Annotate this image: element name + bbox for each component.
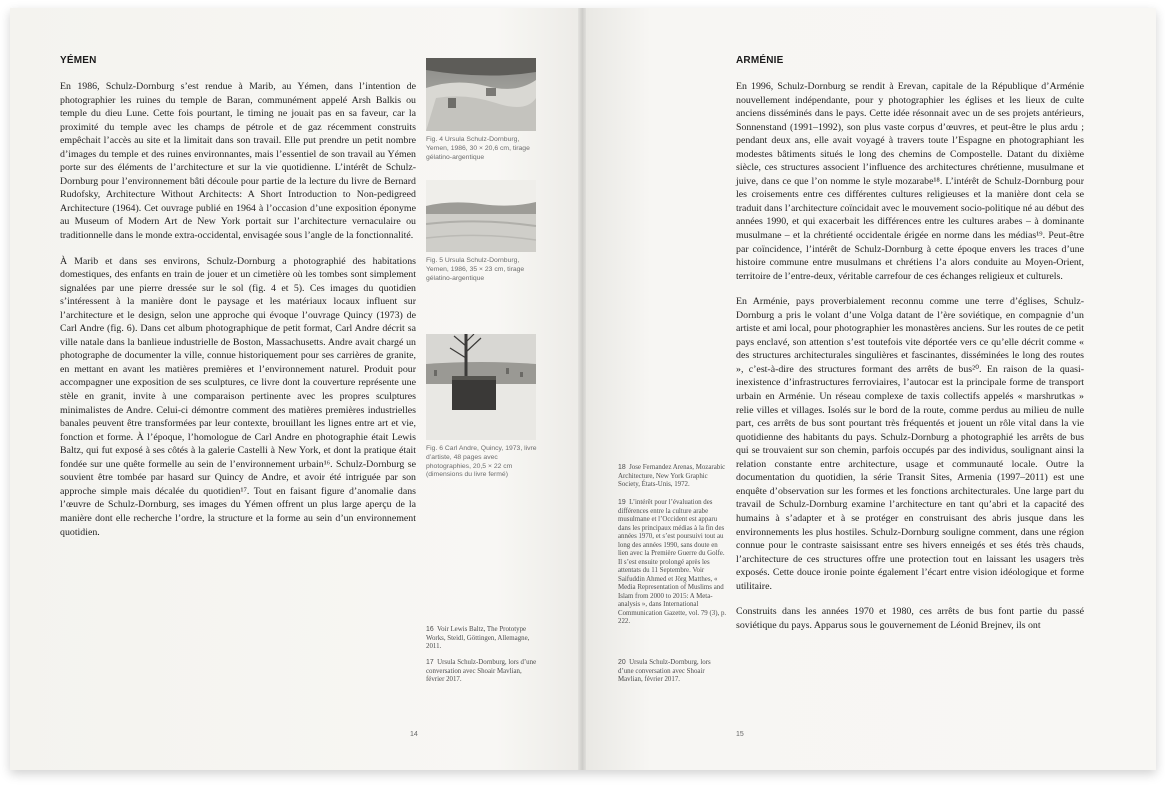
footnote-number: 17 [426,659,434,666]
section-title-yemen: YÉMEN [60,55,97,66]
footnote-number: 16 [426,626,434,633]
figure-6-photo [426,334,536,440]
book-gutter [578,8,586,770]
footnote-17 [426,659,538,685]
right-page [582,8,1156,770]
figure-4-photo [426,58,536,131]
paragraph: À Marib et dans ses environs, Schulz-Dornburg a photographié des habitations domestiques, des enfants en train de jouer et un cimetière où les tombes sont simplement signalées par une pierre dressée sur le sol (fig. 4 et 5). Ces images du quotidien s’intéressent à la manière dont le paysage et les matériaux locaux influent sur l’architecture et le design, selon une approche qui évoque l’ouvrage Quincy (1973) de Carl Andre (fig. 6). Dans cet album photographique de petit format, Carl Andre décrit sa ville natale dans la banlieue industrielle de Boston, Massachusetts. Andre avait chargé un photographe de documenter la ville, connue historiquement pour ses carrières de granite, en mettant en avant les matières premières et l’environnement naturel. Produit pour accompagner une exposition de ses sculptures, ce livre dont la couverture représente une stèle en granit, invite à une comparaison pertinente avec les propres sculptures minimalistes de Andre. Celui-ci démontre comment des matières premières industrielles banales peuvent être transformées par leur contexte, brouillant les lignes entre art et vie, fonction et forme. À l’époque, l’homologue de Carl Andre en photographie était Lewis Baltz, qui fut exposé à ses côtés à la galerie Castelli à New York, et dont la pratique était fondée sur une quête formelle au sein de l’environnement urbain¹⁶. Schulz-Dornburg se souvient être tombée par hasard sur Quincy de Andre, et avoir été intriguée par son approche simple mais décalée du quotidien¹⁷. Tout en faisant figure d’anomalie dans l’œuvre de Schulz-Dornburg, ses images du Yémen offrent un plus large aperçu de la manière dont elle recherche l’ordre, la structure et la forme au sein d’un environnement quotidien. [60,255,416,538]
figure-5-caption: Fig. 5 Ursula Schulz-Dornburg, Yemen, 1986, 35 × 23 cm, tirage gélatino-argentique [426,257,525,282]
footnote-number: 20 [618,659,626,666]
footnote-20 [618,659,728,685]
footnote-18 [618,464,728,490]
paragraph: En 1986, Schulz-Dornburg s’est rendue à Marib, au Yémen, dans l’intention de photographier les ruines du temple de Baran, communément appelé Arsh Balkis ou temple du dieu Lune. Cette fois pourtant, le timing ne jouait pas en sa faveur, car la proximité du temple avec les champs de pétrole et de gaz récemment construits empêchait l’accès au site et la limitait dans son travail. Elle put prendre un petit nombre d’images du temple et des ruines environnantes, mais l’essentiel de son travail au Yémen porte sur des éléments de l’architecture et sur la vie quotidienne. L’intérêt de Schulz-Dornburg pour l’environnement bâti découle pour partie de la lecture du livre de Bernard Rudofsky, Architecture Without Architects: A Short Introduction to Non-pedigreed Architecture (1964). Cet ouvrage publié en 1964 à l’occasion d’une exposition éponyme au Museum of Modern Art de New York portait sur l’architecture vernaculaire ou traditionnelle dans le monde extra-occidental, envisagée sous l’angle de la fonctionnalité. [60,81,416,242]
page-number-left: 14 [410,731,418,738]
figure-5-photo [426,180,536,252]
footnote-text: L’intérêt pour l’évaluation des différences entre la culture arabe musulmane et l’Occident est apparu dans les principaux médias à la fin des années 1970, et s’est poursuivi tout au long des années 1990, sans doute en lien avec la Première Guerre du Golfe. Il s’est ensuite prolongé après les attentats du 11 Septembre. Voir Saifuddin Ahmed et Jörg Matthes, « Media Representation of Muslims and Islam from 2000 to 2015: A Meta-analysis », dans International Communication Gazette, vol. 79 (3), p. 222. [618,499,727,625]
paragraph: En Arménie, pays proverbialement reconnu comme une terre d’églises, Schulz-Dornburg a pris le volant d’une Volga datant de l’ère soviétique, en compagnie d’un artiste et ami local, pour photographier les monastères anciens. Sur les routes de ce petit pays enclavé, son attention s’est toutefois vite déportée vers ce qu’elle décrit comme « des structures architecturales singulières et fascinantes, disséminées le long des routes », c’est-à-dire des structures formant des arrêts de bus²⁰. En raison de la quasi-inexistence d’infrastructures ferroviaires, l’autocar est la principale forme de transport urbain en Arménie. Un réseau complexe de taxis collectifs appelés « marshrutkas » relie villes et villages. Isolés sur le bord de la route, comme perdus au milieu de nulle part, ces arrêts de bus sont pourtant très fréquentés et jouent un rôle vital dans la vie quotidienne des habitants du pays. Schulz-Dornburg a photographié les arrêts de bus qui se trouvaient sur son chemin, parfois occupés par des individus, soulignant ainsi la relation constante entre architecture, usage et communauté locale. Outre la documentation du quotidien, la série Transit Sites, Armenia (1997–2011) est une enquête d’observation sur les formes et les fonctions architecturales. Une large part du travail de Schulz-Dornburg examine l’architecture en tant qu’abri et la capacité des humains à s’adapter et à se protéger en construisant des abris jusque dans les environnements les plus hostiles. Schulz-Dornburg souligne comment, dans une région connue pour le contraste saisissant entre ses hivers enneigés et ses étés très chauds, l’architecture de ces structures offre une protection tout en laissant les usagers très exposés. Cette douce ironie pointe également l’écart entre vision idéologique et forme utilitaire. [736,296,1084,592]
footnote-text: Jose Fernandez Arenas, Mozarabic Architecture, New York Graphic Society, États-Unis, 1972. [618,464,726,488]
right-body-text [736,80,1084,644]
book-spread [10,8,1156,770]
figure-4-caption: Fig. 4 Ursula Schulz-Dornburg, Yemen, 1986, 30 × 20,6 cm, tirage gélatino-argentique [426,136,530,161]
footnote-number: 18 [618,464,626,471]
footnote-text: Voir Lewis Baltz, The Prototype Works, Steidl, Göttingen, Allemagne, 2011. [426,626,530,650]
footnote-text: Ursula Schulz-Dornburg, lors d’une conversation avec Shoair Mavlian, février 2017. [618,659,711,683]
page-number-right: 15 [736,731,744,738]
footnote-text: Ursula Schulz-Dornburg, lors d’une conversation avec Shoair Mavlian, février 2017. [426,659,537,683]
footnote-number: 19 [618,499,626,506]
paragraph: Construits dans les années 1970 et 1980, ces arrêts de bus font partie du passé soviétique du pays. Apparus sous le gouvernement de Léonid Brejnev, ils ont [736,606,1084,631]
footnote-19 [618,499,728,627]
paragraph: En 1996, Schulz-Dornburg se rendit à Erevan, capitale de la République d’Arménie nouvellement indépendante, pour y photographier les églises et les lieux de culte anciens disséminés dans le pays. Cette idée résonnait avec un de ses projets antérieurs, Sonnenstand (1991–1992), son plus vaste corpus d’œuvres, et peut-être le plus ardu ; pendant deux ans, elle avait voyagé à travers toute l’Espagne en photographiant les modestes bâtiments situés le long des chemins de Compostelle. Datant du dixième siècle, ces structures associent l’influence des architectures chrétienne, musulmane et juive, dans ce que l’on nomme le style mozarabe¹⁸. L’intérêt de Schulz-Dornburg pour les croisements entre ces différentes cultures religieuses et la manière dont cela se traduit dans l’architecture coïncidait avec le mouvement socio-politique né au début des années 1990, et qui exacerbait les différences entre les cultures arabes – à dominante musulmane – et la chrétienté occidentale érigée en norme dans les médias¹⁹. Peut-être par coïncidence, l’intérêt de Schulz-Dornburg à cette époque envers les traces d’une histoire commune entre musulmans et chrétiens l’a alors conduite au Moyen-Orient, territoire de l’entre-deux, véritable carrefour de ces échanges religieux et culturels. [736,81,1084,282]
section-title-armenia: ARMÉNIE [736,55,784,66]
footnote-16 [426,626,538,652]
left-page [10,8,582,770]
figure-6-caption: Fig. 6 Carl Andre, Quincy, 1973, livre d’artiste, 48 pages avec photographies, 20,5 × 22 cm (dimensions du livre fermé) [426,445,537,479]
left-body-text [60,80,416,551]
